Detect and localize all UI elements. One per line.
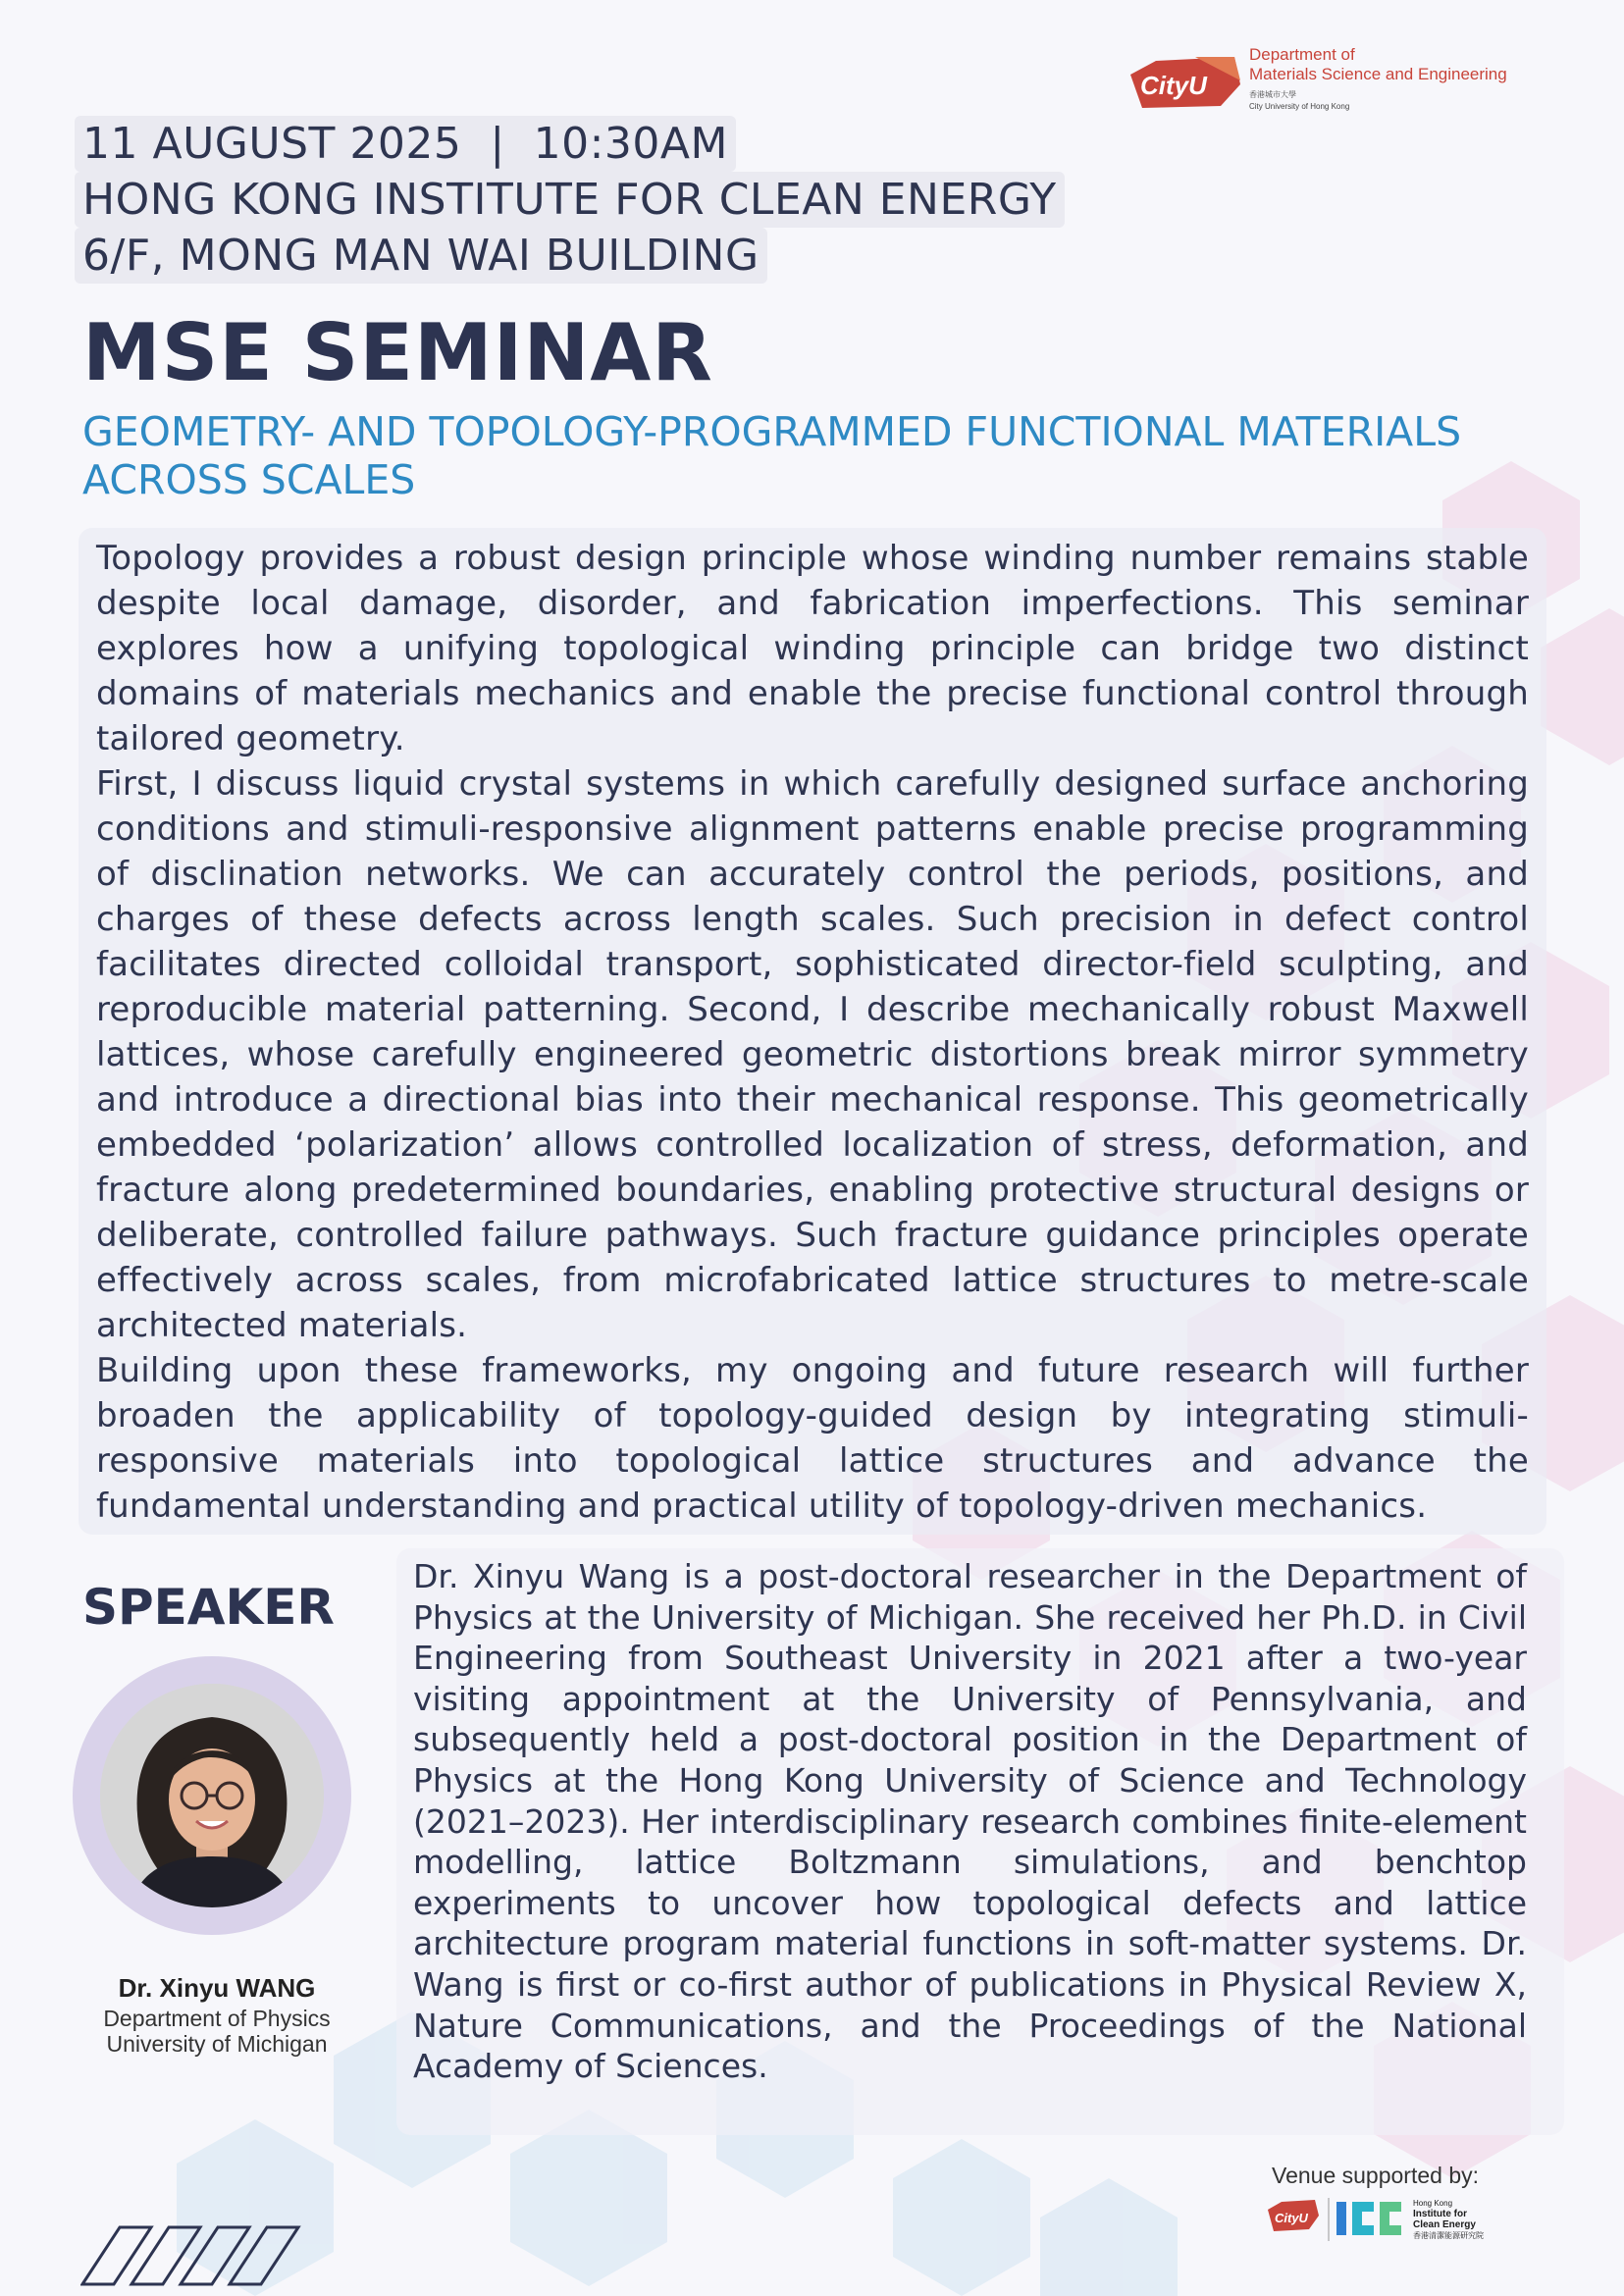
icce-line2: Institute for: [1413, 2209, 1467, 2219]
speaker-bio: Dr. Xinyu Wang is a post-doctoral researcher in the Department of Physics at the University of Michigan. She received her Ph.D. in Civil Engineering from Southeast University in 2021 after a two-year visiting appointment at the University of Pennsylvania, and subsequently held a post-doctoral position in the Department of Physics at the Hong Kong University of Science and Technology (2021–2023). Her interdisciplinary research combines finite-element modelling, lattice Boltzmann simulations, and benchtop experiments to uncover how topological defects and lattice architecture program material functions in soft-matter systems. Dr. Wang is first or co-first author of publications in Physical Review X, Nature Communications, and the Proceedings of the National Academy of Sciences.: [413, 1557, 1527, 2086]
cityu-small-logo-text: CityU: [1275, 2211, 1308, 2225]
logo-chinese-name: 香港城市大學: [1249, 90, 1296, 99]
logo-dept-line1: Department of: [1249, 45, 1355, 64]
event-venue-line1: HONG KONG INSTITUTE FOR CLEAN ENERGY: [75, 172, 1065, 228]
logo-dept-line2: Materials Science and Engineering: [1249, 65, 1507, 83]
speaker-department: Department of Physics: [103, 2006, 331, 2031]
sponsor-logos: [1266, 2196, 1501, 2245]
venue-supported-label: Venue supported by:: [1272, 2163, 1479, 2188]
speaker-affiliation: [33, 2006, 400, 2057]
event-date-time: 11 AUGUST 2025 | 10:30AM: [75, 116, 736, 172]
speaker-heading: SPEAKER: [82, 1579, 335, 1636]
icce-line3: Clean Energy: [1413, 2219, 1476, 2230]
cityu-logo-icon: [1126, 55, 1244, 110]
abstract-paragraph-2: First, I discuss liquid crystal systems in which carefully designed surface anchoring conditions and stimuli-responsive alignment patterns enable precise programming of disclination networks. We can accurately control the periods, positions, and charges of these defects across length scales. Such precision in defect control facilitates directed colloidal transport, sophisticated director-field sculpting, and reproducible material patterning. Second, I describe mechanically robust Maxwell lattices, whose carefully engineered geometric distortions break mirror symmetry and introduce a directional bias into their mechanical response. This geometrically embedded ‘polarization’ allows controlled localization of stress, deformation, and fracture along predetermined boundaries, enabling protective structural designs or deliberate, controlled failure pathways. Such fracture guidance principles operate effectively across scales, from microfabricated lattice structures to metre-scale architected materials.: [96, 764, 1529, 1345]
seminar-title: MSE SEMINAR: [82, 307, 713, 398]
icce-chinese: 香港清潔能源研究院: [1413, 2231, 1484, 2240]
decorative-slashes-icon: [80, 2225, 306, 2286]
abstract-panel: [79, 528, 1546, 1535]
logo-university-name: City University of Hong Kong: [1249, 102, 1350, 111]
speaker-name: Dr. Xinyu WANG: [118, 1973, 316, 2003]
cityu-mse-logo: [1126, 43, 1539, 124]
speaker-photo: [100, 1684, 324, 1907]
event-venue-line2: 6/F, MONG MAN WAI BUILDING: [75, 228, 767, 284]
icce-logo-text: [1413, 2198, 1484, 2241]
seminar-subtitle: GEOMETRY- AND TOPOLOGY-PROGRAMMED FUNCTIONAL MATERIALS ACROSS SCALES: [82, 408, 1462, 503]
event-header: [82, 116, 1065, 284]
speaker-portrait-illustration: [100, 1684, 324, 1907]
speaker-university: University of Michigan: [106, 2031, 328, 2057]
abstract-paragraph-3: Building upon these frameworks, my ongoing and future research will further broaden the applicability of topology-guided design by integrating stimuli-responsive materials into topological lattice structures and advance the fundamental understanding and practical utility of topology-driven mechanics.: [96, 1351, 1529, 1526]
speaker-photo-frame: [73, 1656, 351, 1935]
abstract-paragraph-1: Topology provides a robust design principle whose winding number remains stable despite local damage, disorder, and fabrication imperfections. This seminar explores how a unifying topological winding principle can bridge two distinct domains of materials mechanics and enable the precise functional control through tailored geometry.: [96, 539, 1529, 758]
icce-line1: Hong Kong: [1413, 2199, 1453, 2208]
cityu-logo-text: CityU: [1140, 71, 1207, 100]
speaker-bio-panel: [396, 1548, 1564, 2135]
